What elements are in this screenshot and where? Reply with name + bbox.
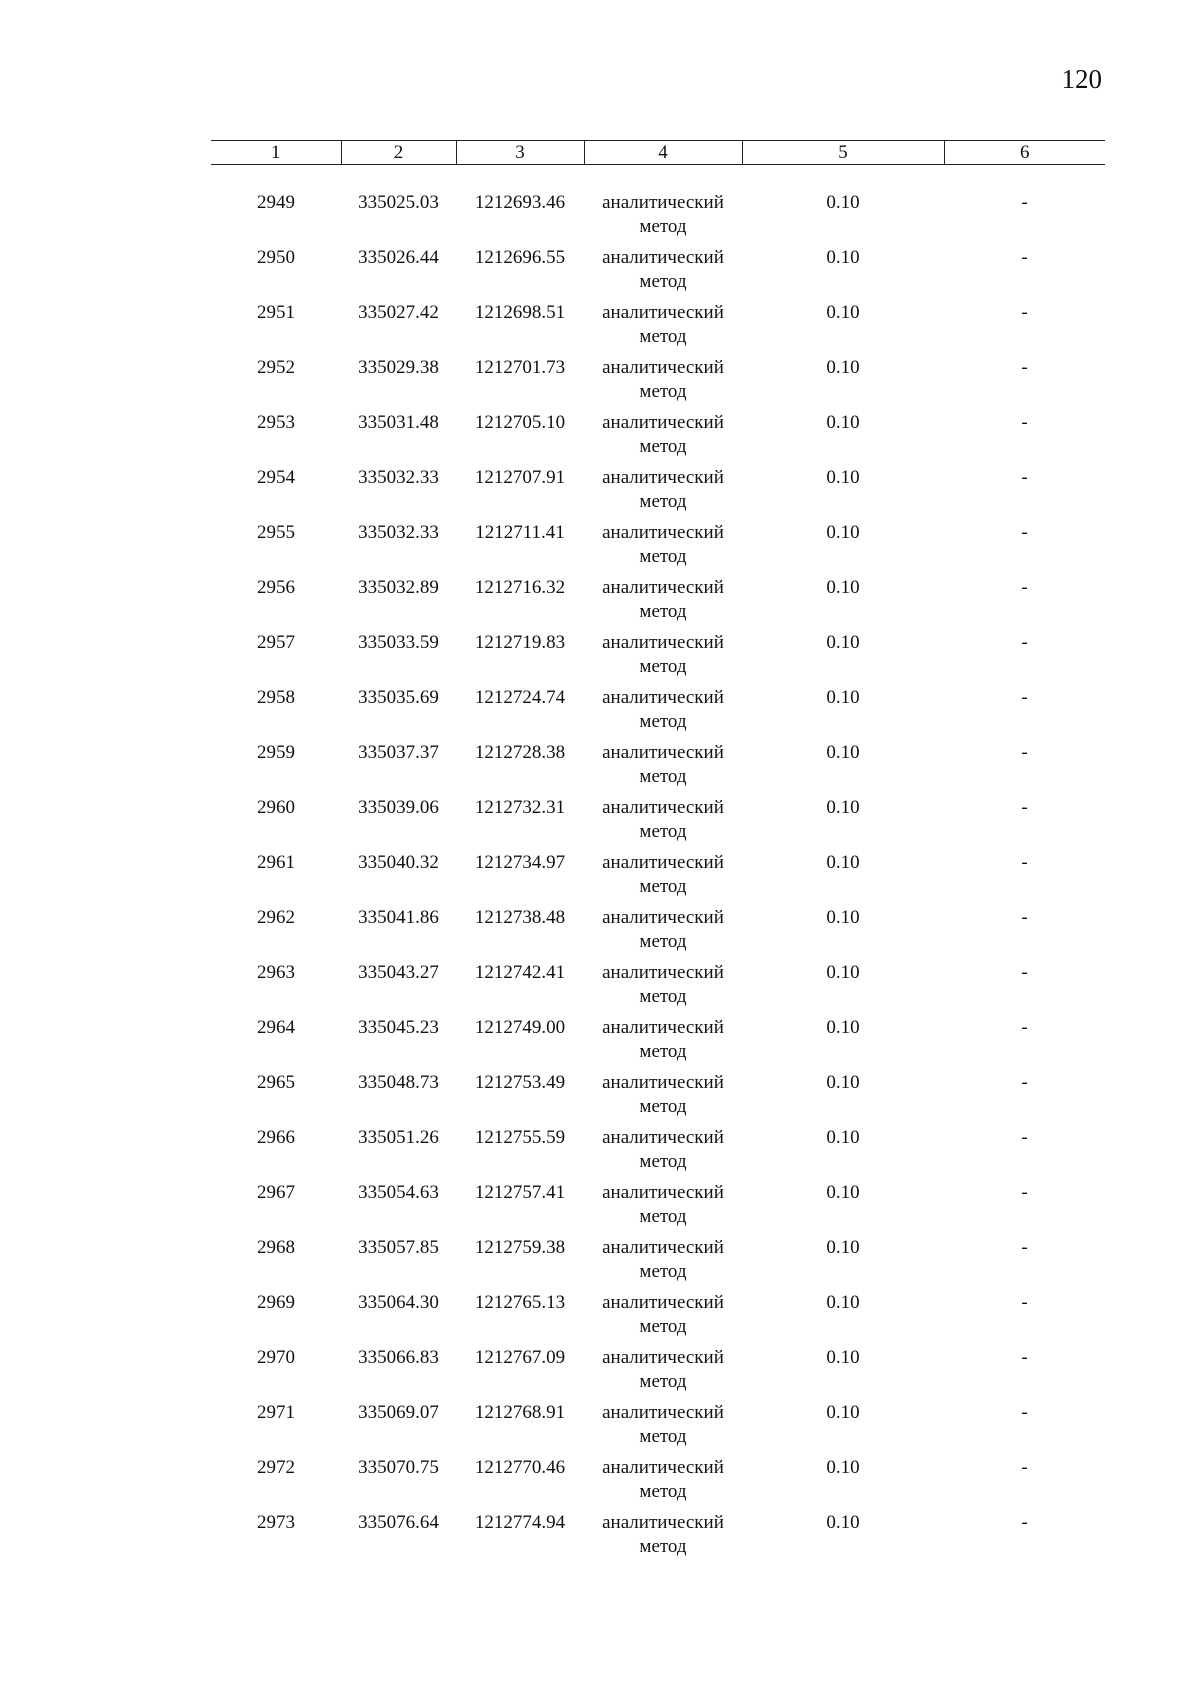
method-line-2: метод <box>639 1261 687 1282</box>
x-coordinate: 335037.37 <box>358 742 439 763</box>
table-row <box>211 1126 1105 1181</box>
table-row <box>211 301 1105 356</box>
table-row <box>211 1401 1105 1456</box>
accuracy-value: 0.10 <box>826 1072 860 1093</box>
method-cell <box>584 576 742 631</box>
x-coordinate: 335048.73 <box>358 1072 439 1093</box>
accuracy-value: 0.10 <box>826 1292 860 1313</box>
y-coordinate: 1212696.55 <box>474 247 566 268</box>
method-line-1: аналитический <box>602 962 724 983</box>
y-coordinate: 1212705.10 <box>474 412 566 433</box>
x-coordinate: 335040.32 <box>358 852 439 873</box>
note-value: - <box>1021 632 1028 653</box>
y-coordinate: 1212728.38 <box>474 742 566 763</box>
y-coordinate: 1212770.46 <box>474 1457 566 1478</box>
y-coordinate: 1212774.94 <box>474 1512 566 1533</box>
point-number: 2971 <box>257 1402 295 1423</box>
y-coordinate: 1212738.48 <box>474 907 566 928</box>
note-value: - <box>1021 577 1028 598</box>
page-number: 120 <box>1061 64 1102 94</box>
point-number: 2961 <box>257 852 295 873</box>
table-row <box>211 1071 1105 1126</box>
x-coordinate: 335033.59 <box>358 632 439 653</box>
y-coordinate: 1212767.09 <box>474 1347 566 1368</box>
method-cell <box>584 1126 742 1181</box>
method-cell <box>584 1291 742 1346</box>
y-coordinate: 1212716.32 <box>474 577 566 598</box>
y-coordinate: 1212759.38 <box>474 1237 566 1258</box>
method-line-2: метод <box>639 986 687 1007</box>
x-coordinate: 335051.26 <box>358 1127 439 1148</box>
y-coordinate: 1212698.51 <box>474 302 566 323</box>
method-line-1: аналитический <box>602 247 724 268</box>
method-cell <box>584 1346 742 1401</box>
accuracy-value: 0.10 <box>826 302 860 323</box>
method-cell <box>584 521 742 576</box>
note-value: - <box>1021 1402 1028 1423</box>
accuracy-value: 0.10 <box>826 797 860 818</box>
column-header-6: 6 <box>944 141 1105 165</box>
accuracy-value: 0.10 <box>826 467 860 488</box>
method-cell <box>584 796 742 851</box>
x-coordinate: 335069.07 <box>358 1402 439 1423</box>
method-line-2: метод <box>639 1371 687 1392</box>
point-number: 2966 <box>257 1127 295 1148</box>
table-body <box>211 191 1105 1566</box>
note-value: - <box>1021 1347 1028 1368</box>
method-cell <box>584 1181 742 1236</box>
y-coordinate: 1212701.73 <box>474 357 566 378</box>
point-number: 2951 <box>257 302 295 323</box>
accuracy-value: 0.10 <box>826 1347 860 1368</box>
x-coordinate: 335066.83 <box>358 1347 439 1368</box>
y-coordinate: 1212753.49 <box>474 1072 566 1093</box>
method-line-1: аналитический <box>602 1512 724 1533</box>
y-coordinate: 1212719.83 <box>474 632 566 653</box>
y-coordinate: 1212734.97 <box>474 852 566 873</box>
point-number: 2962 <box>257 907 295 928</box>
accuracy-value: 0.10 <box>826 412 860 433</box>
note-value: - <box>1021 1072 1028 1093</box>
method-line-2: метод <box>639 876 687 897</box>
accuracy-value: 0.10 <box>826 1457 860 1478</box>
table-row <box>211 466 1105 521</box>
y-coordinate: 1212711.41 <box>475 522 565 543</box>
method-cell <box>584 356 742 411</box>
accuracy-value: 0.10 <box>826 577 860 598</box>
x-coordinate: 335032.33 <box>358 522 439 543</box>
table-row <box>211 1511 1105 1566</box>
method-line-2: метод <box>639 1316 687 1337</box>
point-number: 2950 <box>257 247 295 268</box>
x-coordinate: 335032.33 <box>358 467 439 488</box>
y-coordinate: 1212768.91 <box>474 1402 566 1423</box>
method-cell <box>584 1236 742 1291</box>
table-row <box>211 686 1105 741</box>
accuracy-value: 0.10 <box>826 962 860 983</box>
x-coordinate: 335064.30 <box>358 1292 439 1313</box>
table-row <box>211 191 1105 246</box>
accuracy-value: 0.10 <box>826 1017 860 1038</box>
x-coordinate: 335054.63 <box>358 1182 439 1203</box>
y-coordinate: 1212749.00 <box>474 1017 566 1038</box>
point-number: 2956 <box>257 577 295 598</box>
table-row <box>211 521 1105 576</box>
note-value: - <box>1021 742 1028 763</box>
method-line-2: метод <box>639 546 687 567</box>
method-cell <box>584 191 742 246</box>
x-coordinate: 335026.44 <box>358 247 439 268</box>
method-line-1: аналитический <box>602 577 724 598</box>
method-line-2: метод <box>639 381 687 402</box>
point-number: 2959 <box>257 742 295 763</box>
x-coordinate: 335031.48 <box>358 412 439 433</box>
accuracy-value: 0.10 <box>826 1237 860 1258</box>
note-value: - <box>1021 1237 1028 1258</box>
table-row <box>211 356 1105 411</box>
method-line-1: аналитический <box>602 742 724 763</box>
note-value: - <box>1021 1017 1028 1038</box>
accuracy-value: 0.10 <box>826 852 860 873</box>
x-coordinate: 335041.86 <box>358 907 439 928</box>
method-line-2: метод <box>639 271 687 292</box>
method-line-2: метод <box>639 656 687 677</box>
x-coordinate: 335027.42 <box>358 302 439 323</box>
note-value: - <box>1021 467 1028 488</box>
accuracy-value: 0.10 <box>826 687 860 708</box>
point-number: 2967 <box>257 1182 295 1203</box>
x-coordinate: 335035.69 <box>358 687 439 708</box>
column-header-1: 1 <box>211 141 341 165</box>
table-row <box>211 1456 1105 1511</box>
point-number: 2958 <box>257 687 295 708</box>
header-spacer <box>211 165 1105 192</box>
note-value: - <box>1021 962 1028 983</box>
x-coordinate: 335032.89 <box>358 577 439 598</box>
x-coordinate: 335043.27 <box>358 962 439 983</box>
method-line-2: метод <box>639 1096 687 1117</box>
point-number: 2970 <box>257 1347 295 1368</box>
method-line-2: метод <box>639 1481 687 1502</box>
method-cell <box>584 851 742 906</box>
point-number: 2972 <box>257 1457 295 1478</box>
note-value: - <box>1021 247 1028 268</box>
x-coordinate: 335045.23 <box>358 1017 439 1038</box>
point-number: 2965 <box>257 1072 295 1093</box>
method-line-2: метод <box>639 931 687 952</box>
method-line-1: аналитический <box>602 1017 724 1038</box>
method-cell <box>584 1456 742 1511</box>
x-coordinate: 335057.85 <box>358 1237 439 1258</box>
table-row <box>211 851 1105 906</box>
method-cell <box>584 246 742 301</box>
method-cell <box>584 906 742 961</box>
method-cell <box>584 686 742 741</box>
note-value: - <box>1021 302 1028 323</box>
point-number: 2953 <box>257 412 295 433</box>
x-coordinate: 335025.03 <box>358 192 439 213</box>
table-row <box>211 1016 1105 1071</box>
note-value: - <box>1021 687 1028 708</box>
method-cell <box>584 961 742 1016</box>
method-cell <box>584 1071 742 1126</box>
method-cell <box>584 741 742 796</box>
method-line-1: аналитический <box>602 522 724 543</box>
coordinates-table <box>211 140 1105 1566</box>
method-line-1: аналитический <box>602 412 724 433</box>
method-line-1: аналитический <box>602 467 724 488</box>
accuracy-value: 0.10 <box>826 1402 860 1423</box>
note-value: - <box>1021 797 1028 818</box>
y-coordinate: 1212732.31 <box>474 797 566 818</box>
method-line-1: аналитический <box>602 1347 724 1368</box>
point-number: 2973 <box>257 1512 295 1533</box>
table-row <box>211 1291 1105 1346</box>
method-line-1: аналитический <box>602 1457 724 1478</box>
column-header-3: 3 <box>456 141 584 165</box>
point-number: 2952 <box>257 357 295 378</box>
table-row <box>211 411 1105 466</box>
point-number: 2963 <box>257 962 295 983</box>
y-coordinate: 1212765.13 <box>474 1292 566 1313</box>
note-value: - <box>1021 412 1028 433</box>
method-line-1: аналитический <box>602 1072 724 1093</box>
method-line-2: метод <box>639 1151 687 1172</box>
method-line-2: метод <box>639 326 687 347</box>
accuracy-value: 0.10 <box>826 1182 860 1203</box>
point-number: 2954 <box>257 467 295 488</box>
column-header-5: 5 <box>742 141 944 165</box>
y-coordinate: 1212757.41 <box>474 1182 566 1203</box>
note-value: - <box>1021 1182 1028 1203</box>
table-row <box>211 796 1105 851</box>
method-line-1: аналитический <box>602 687 724 708</box>
method-line-1: аналитический <box>602 302 724 323</box>
method-cell <box>584 411 742 466</box>
method-line-2: метод <box>639 711 687 732</box>
note-value: - <box>1021 192 1028 213</box>
method-line-1: аналитический <box>602 1182 724 1203</box>
method-line-2: метод <box>639 216 687 237</box>
accuracy-value: 0.10 <box>826 742 860 763</box>
note-value: - <box>1021 852 1028 873</box>
column-header-4: 4 <box>584 141 742 165</box>
method-line-2: метод <box>639 766 687 787</box>
method-line-1: аналитический <box>602 907 724 928</box>
point-number: 2964 <box>257 1017 295 1038</box>
note-value: - <box>1021 1457 1028 1478</box>
method-line-1: аналитический <box>602 1402 724 1423</box>
method-line-2: метод <box>639 1041 687 1062</box>
table-row <box>211 961 1105 1016</box>
point-number: 2968 <box>257 1237 295 1258</box>
note-value: - <box>1021 907 1028 928</box>
note-value: - <box>1021 1512 1028 1533</box>
y-coordinate: 1212707.91 <box>474 467 566 488</box>
method-line-1: аналитический <box>602 797 724 818</box>
note-value: - <box>1021 357 1028 378</box>
table-row <box>211 576 1105 631</box>
method-cell <box>584 631 742 686</box>
accuracy-value: 0.10 <box>826 907 860 928</box>
method-line-2: метод <box>639 491 687 512</box>
method-cell <box>584 1401 742 1456</box>
method-line-2: метод <box>639 601 687 622</box>
method-line-1: аналитический <box>602 357 724 378</box>
method-line-1: аналитический <box>602 632 724 653</box>
method-line-1: аналитический <box>602 852 724 873</box>
accuracy-value: 0.10 <box>826 1512 860 1533</box>
accuracy-value: 0.10 <box>826 357 860 378</box>
y-coordinate: 1212755.59 <box>474 1127 566 1148</box>
x-coordinate: 335070.75 <box>358 1457 439 1478</box>
table-row <box>211 1346 1105 1401</box>
x-coordinate: 335039.06 <box>358 797 439 818</box>
table-row <box>211 741 1105 796</box>
method-cell <box>584 466 742 521</box>
method-line-2: метод <box>639 1426 687 1447</box>
table-row <box>211 246 1105 301</box>
method-line-1: аналитический <box>602 192 724 213</box>
accuracy-value: 0.10 <box>826 1127 860 1148</box>
method-line-2: метод <box>639 1536 687 1557</box>
method-line-1: аналитический <box>602 1237 724 1258</box>
method-line-2: метод <box>639 821 687 842</box>
accuracy-value: 0.10 <box>826 632 860 653</box>
note-value: - <box>1021 1292 1028 1313</box>
method-line-1: аналитический <box>602 1292 724 1313</box>
note-value: - <box>1021 1127 1028 1148</box>
method-cell <box>584 1511 742 1566</box>
x-coordinate: 335076.64 <box>358 1512 439 1533</box>
point-number: 2957 <box>257 632 295 653</box>
table-row <box>211 1236 1105 1291</box>
method-line-2: метод <box>639 1206 687 1227</box>
table-row <box>211 631 1105 686</box>
accuracy-value: 0.10 <box>826 247 860 268</box>
note-value: - <box>1021 522 1028 543</box>
column-header-2: 2 <box>341 141 456 165</box>
method-cell <box>584 1016 742 1071</box>
accuracy-value: 0.10 <box>826 192 860 213</box>
point-number: 2969 <box>257 1292 295 1313</box>
method-line-2: метод <box>639 436 687 457</box>
x-coordinate: 335029.38 <box>358 357 439 378</box>
table-header <box>211 141 1105 165</box>
method-line-1: аналитический <box>602 1127 724 1148</box>
y-coordinate: 1212742.41 <box>474 962 566 983</box>
y-coordinate: 1212693.46 <box>474 192 566 213</box>
method-cell <box>584 301 742 356</box>
header-row <box>211 141 1105 165</box>
point-number: 2949 <box>257 192 295 213</box>
point-number: 2955 <box>257 522 295 543</box>
accuracy-value: 0.10 <box>826 522 860 543</box>
y-coordinate: 1212724.74 <box>474 687 566 708</box>
point-number: 2960 <box>257 797 295 818</box>
table-row <box>211 1181 1105 1236</box>
table-row <box>211 906 1105 961</box>
